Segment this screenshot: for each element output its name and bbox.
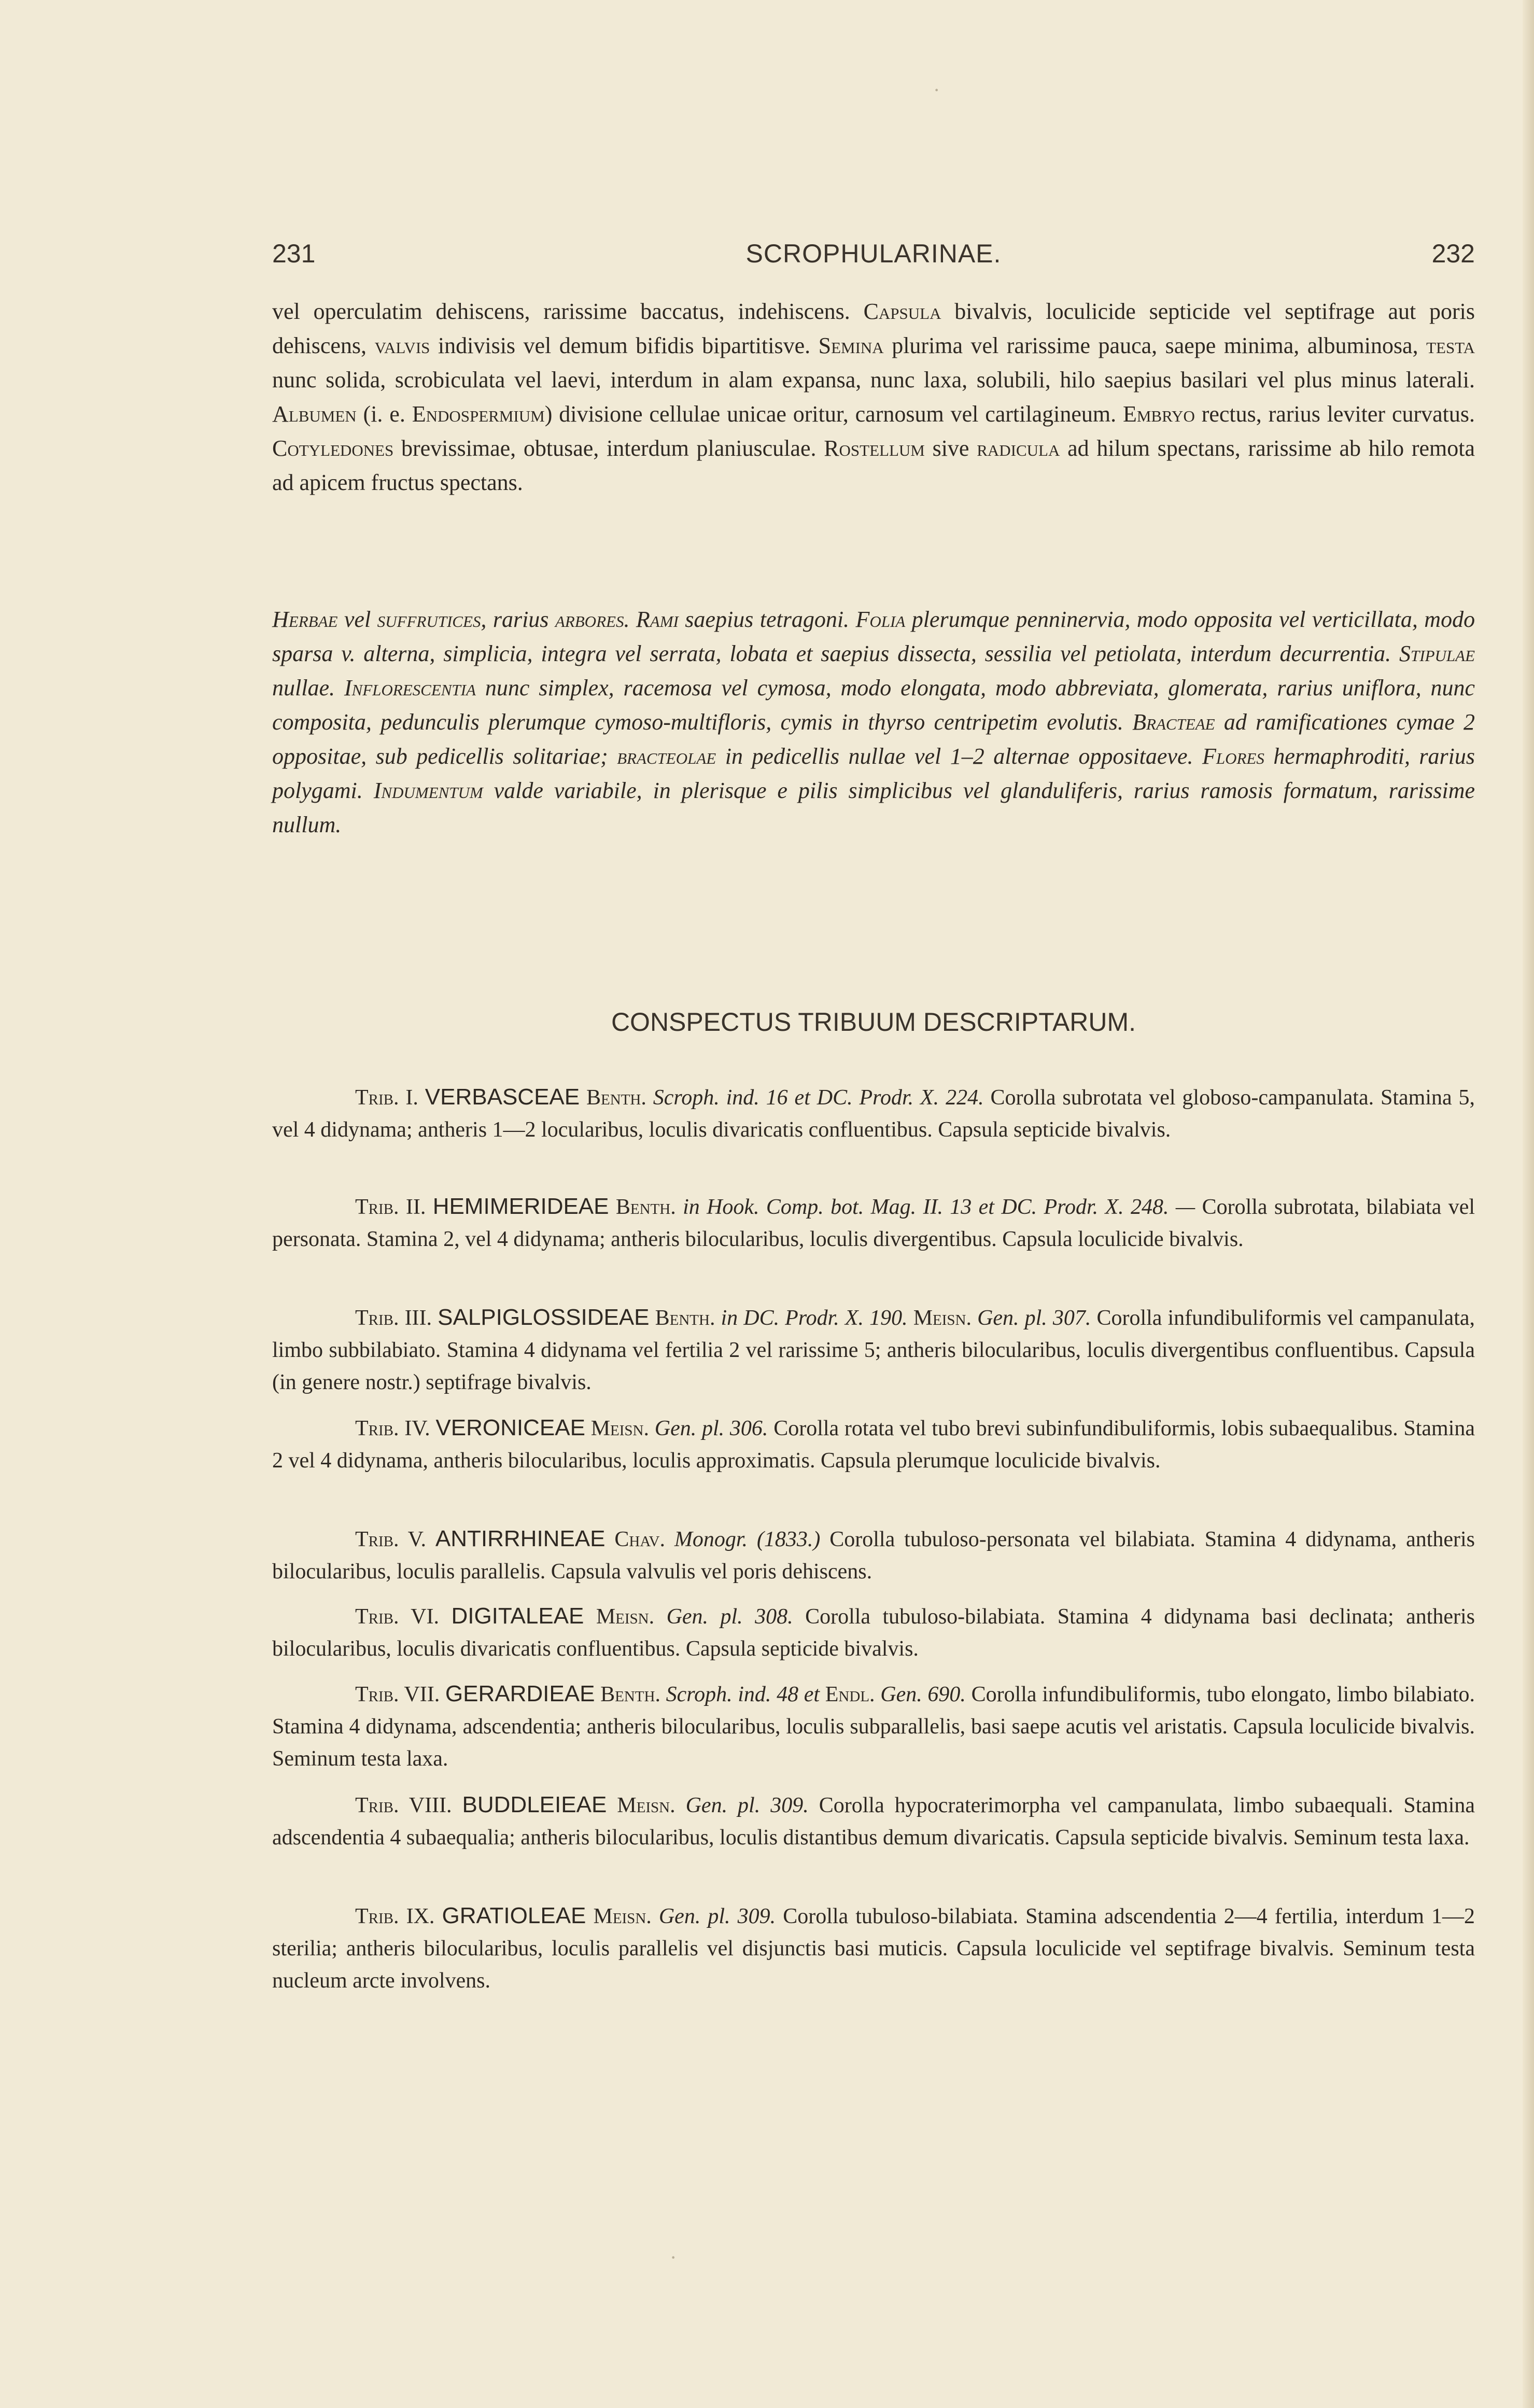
tribe-author: Meisn.	[596, 1605, 655, 1629]
tribe-name: VERBASCEAE	[425, 1084, 580, 1110]
tribe-citation: Monogr. (1833.)	[674, 1528, 821, 1551]
running-head	[272, 239, 1475, 275]
term-stipulae: Stipulae	[1399, 641, 1475, 666]
habit-description-paragraph: Herbae vel suffrutices, rarius arbores. Rami saepius tetragoni. Folia plerumque penninervia, modo opposita vel verticillata, modo sparsa v. alterna, simplicia, integra vel serrata, lobata et saepius dissecta, sessilia vel petiolata, interdum decurrentia. Stipulae nullae. Inflorescentia nunc simplex, racemosa vel cymosa, modo elongata, modo abbreviata, glomerata, rarius uniflora, nunc composita, pedunculis plerumque cymoso-multifloris, cymis in thyrso centripetim evolutis. Bracteae ad ramificationes cymae 2 oppositae, sub pedicellis solitariae; bracteolae in pedicellis nullae vel 1–2 alternae oppositaeve. Flores hermaphroditi, rarius polygami. Indumentum valde variabile, in plerisque e pilis simplicibus vel glanduliferis, rarius ramosis formatum, rarissime nullum.	[272, 607, 1475, 837]
tribe-author: Benth.	[655, 1306, 715, 1330]
term-cotyledones: Cotyledones	[272, 436, 394, 461]
term-testa: testa	[1426, 333, 1475, 358]
fruit-description-paragraph: vel operculatim dehiscens, rarissime baccatus, indehiscens. Capsula bivalvis, loculicide septicide vel septifrage aut poris dehiscens, valvis indivisis vel demum bifidis bipartitisve. Semina plurima vel rarissime pauca, saepe minima, albuminosa, testa nunc solida, scrobiculata vel laevi, interdum in alam expansa, nunc laxa, solubili, hilo saepius basilari vel plus minus laterali. Albumen (i. e. Endospermium) divisione cellulae unicae oritur, carnosum vel cartilagineum. Embryo rectus, rarius leviter curvatus. Cotyledones brevissimae, obtusae, interdum planiusculae. Rostellum sive radicula ad hilum spectans, rarissime ab hilo remota ad apicem fructus spectans.	[272, 299, 1475, 495]
term-endospermium: Endospermium	[412, 401, 545, 427]
tribe-label: Trib. V.	[355, 1528, 427, 1551]
term-herbae: Herbae	[272, 607, 338, 632]
tribe-entry	[272, 1191, 1475, 1255]
page-title: SCROPHULARINAE.	[745, 239, 1002, 268]
tribe-author: Meisn.	[593, 1905, 652, 1928]
tribe-label: Trib. IV.	[355, 1417, 430, 1440]
section-heading: CONSPECTUS TRIBUUM DESCRIPTARUM.	[611, 1007, 1136, 1037]
paper-speck: ·	[933, 78, 940, 102]
tribe-author-2: Meisn.	[913, 1306, 972, 1330]
tribe-label: Trib. IX.	[355, 1905, 435, 1928]
tribe-label: Trib. VI.	[355, 1605, 439, 1629]
tribe-text: Corolla infundibuliformis, tubo elongato, limbo bilabiato. Stamina 4 didynama, adscendentia; antheris bilocularibus, loculis subparallelis, basi saepe acutis vel aristatis. Capsula loculicide bivalvis. Seminum testa laxa.	[272, 1683, 1475, 1771]
tribe-entry	[272, 1081, 1475, 1146]
tribe-entry	[272, 1412, 1475, 1477]
tribe-entry	[272, 1301, 1475, 1398]
tribe-author: Benth.	[600, 1683, 660, 1706]
tribe-name: GERARDIEAE	[445, 1681, 595, 1706]
tribe-entry	[272, 1678, 1475, 1775]
tribe-text: Corolla tubuloso-personata vel bilabiata. Stamina 4 didynama, antheris bilocularibus, loculis parallelis. Capsula valvulis vel poris dehiscens.	[272, 1528, 1475, 1584]
tribe-text: Corolla rotata vel tubo brevi subinfundibuliformis, lobis subaequalibus. Stamina 2 vel 4 didynama, antheris bilocularibus, loculis approximatis. Capsula plerumque loculicide bivalvis.	[272, 1417, 1475, 1473]
tribe-citation: in Hook. Comp. bot. Mag. II. 13 et DC. Prodr. X. 248. —	[683, 1195, 1195, 1219]
tribe-name: BUDDLEIEAE	[462, 1792, 607, 1817]
tribe-text: Corolla infundibuliformis vel campanulata, limbo subbilabiato. Stamina 4 didynama vel fertilia 2 vel rarissime 5; antheris bilocularibus, loculis divergentibus confluentibus. Capsula (in genere nostr.) septifrage bivalvis.	[272, 1306, 1475, 1394]
tribe-citation: Scroph. ind. 16 et DC. Prodr. X. 224.	[653, 1086, 984, 1110]
term-folia: Folia	[855, 607, 906, 632]
tribe-name: ANTIRRHINEAE	[435, 1526, 606, 1551]
tribe-name: VERONICEAE	[435, 1415, 585, 1440]
term-albumen: Albumen	[272, 401, 357, 427]
tribe-text: Corolla subrotata vel globoso-campanulata. Stamina 5, vel 4 didynama; antheris 1—2 locularibus, loculis divaricatis confluentibus. Capsula septicide bivalvis.	[272, 1086, 1475, 1142]
term-rostellum: Rostellum	[824, 436, 925, 461]
term-semina: Semina	[818, 333, 884, 358]
tribe-citation: Gen. pl. 306.	[654, 1417, 768, 1440]
tribe-text: Corolla hypocraterimorpha vel campanulata, limbo subaequali. Stamina adscendentia 4 subaequalia; antheris bilocularibus, loculis distantibus demum divaricatis. Capsula septicide bivalvis. Seminum testa laxa.	[272, 1794, 1475, 1850]
tribe-label: Trib. III.	[355, 1306, 432, 1330]
tribe-citation-2: Gen. pl. 307.	[977, 1306, 1091, 1330]
tribe-text: Corolla tubuloso-bilabiata. Stamina adscendentia 2—4 fertilia, interdum 1—2 sterilia; antheris bilocularibus, loculis parallelis vel disjunctis basi muticis. Capsula loculicide vel septifrage bivalvis. Seminum testa nucleum arcte involvens.	[272, 1905, 1475, 1993]
term-embryo: Embryo	[1122, 401, 1195, 427]
term-radicula: radicula	[977, 436, 1060, 461]
tribe-label: Trib. VIII.	[355, 1794, 452, 1817]
term-flores: Flores	[1202, 744, 1264, 769]
tribe-citation: Gen. pl. 308.	[666, 1605, 793, 1629]
tribe-label: Trib. I.	[355, 1086, 418, 1110]
term-indumentum: Indumentum	[373, 778, 483, 803]
tribe-citation: Gen. pl. 309.	[658, 1905, 776, 1928]
page-number-left: 231	[272, 239, 316, 268]
tribe-author: Meisn.	[590, 1417, 649, 1440]
tribe-name: SALPIGLOSSIDEAE	[438, 1305, 650, 1330]
tribe-entry	[272, 1900, 1475, 1997]
tribe-name: DIGITALEAE	[451, 1603, 584, 1629]
tribe-citation: Gen. pl. 309.	[685, 1794, 809, 1817]
tribe-text: Corolla tubuloso-bilabiata. Stamina 4 didynama basi declinata; antheris bilocularibus, loculis divaricatis confluentibus. Capsula septicide bivalvis.	[272, 1605, 1475, 1661]
tribe-citation: in DC. Prodr. X. 190.	[721, 1306, 908, 1330]
tribe-author: Benth.	[586, 1086, 646, 1110]
term-valvis: valvis	[374, 333, 430, 358]
tribe-entry	[272, 1600, 1475, 1665]
tribe-label: Trib. II.	[355, 1195, 426, 1219]
tribe-name: GRATIOLEAE	[442, 1903, 586, 1928]
tribe-author-2: Endl.	[825, 1683, 875, 1706]
tribe-label: Trib. VII.	[355, 1683, 440, 1706]
term-bracteae: Bracteae	[1132, 709, 1215, 735]
tribe-entry	[272, 1523, 1475, 1588]
page-number-right: 232	[1431, 239, 1475, 268]
term-arbores: arbores	[555, 607, 624, 632]
tribe-author: Meisn.	[617, 1794, 675, 1817]
term-capsula: Capsula	[863, 299, 941, 324]
tribe-author: Benth.	[615, 1195, 676, 1219]
term-bracteolae: bracteolae	[617, 744, 716, 769]
tribe-entry	[272, 1789, 1475, 1854]
tribe-citation-2: Gen. 690.	[880, 1683, 966, 1706]
tribe-citation: Scroph. ind. 48 et	[666, 1683, 820, 1706]
paper-speck: ·	[670, 2246, 677, 2269]
tribe-name: HEMIMERIDEAE	[432, 1194, 609, 1219]
tribe-text: Corolla subrotata, bilabiata vel personata. Stamina 2, vel 4 didynama; antheris bilocularibus, loculis divergentibus. Capsula loculicide bivalvis.	[272, 1195, 1475, 1251]
term-suffrutices: suffrutices	[377, 607, 481, 632]
page-edge	[1523, 0, 1534, 2408]
term-rami: Rami	[636, 607, 679, 632]
term-inflorescentia: Inflorescentia	[344, 675, 476, 701]
tribe-author: Chav.	[614, 1528, 665, 1551]
